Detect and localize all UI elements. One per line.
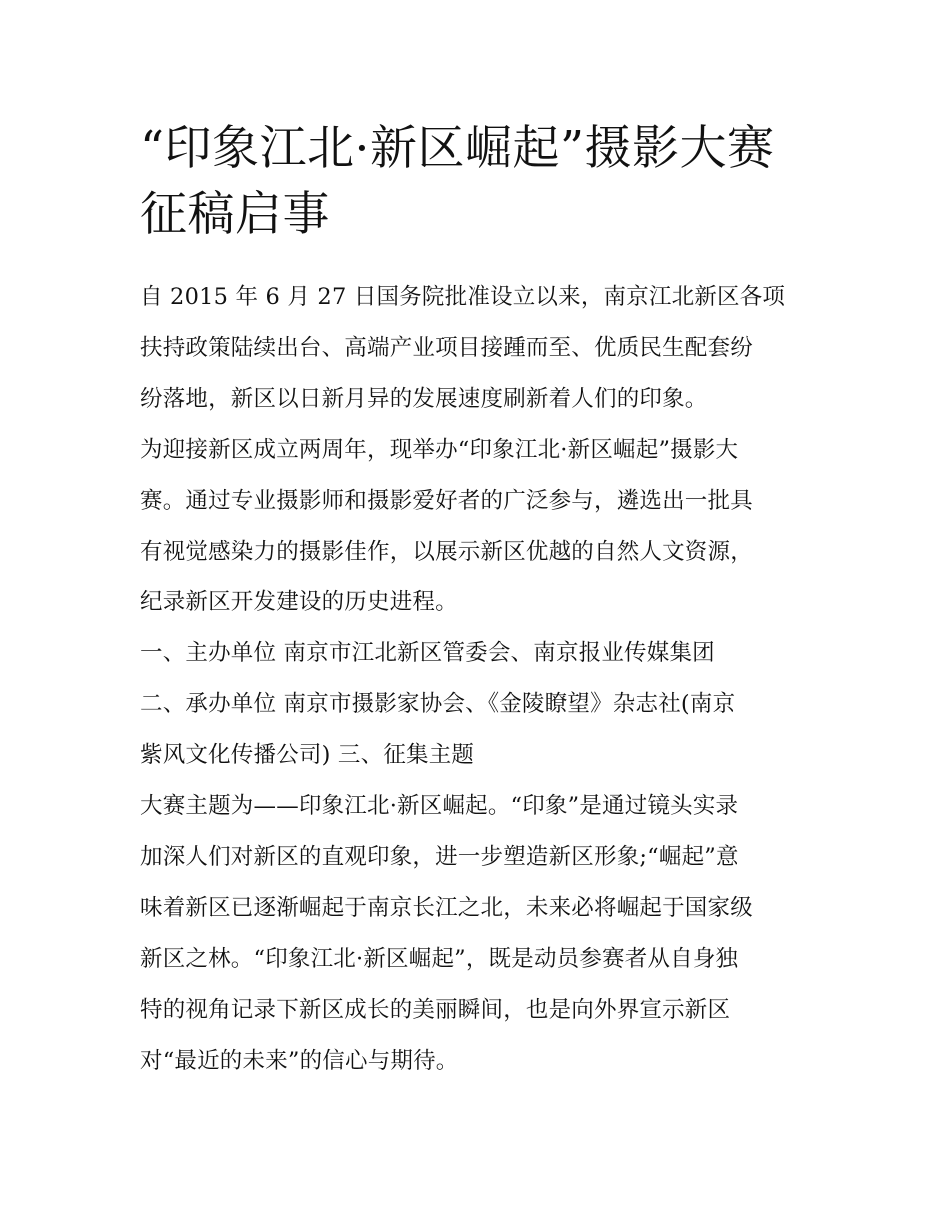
body-line: 为迎接新区成立两周年，现举办“印象江北·新区崛起”摄影大 xyxy=(140,436,739,463)
body-line: 纷落地，新区以日新月异的发展速度刷新着人们的印象。 xyxy=(140,385,708,412)
title-line: 征稿启事 xyxy=(140,187,330,242)
document-body xyxy=(140,272,820,1087)
body-line: 有视觉感染力的摄影佳作，以展示新区优越的自然人文资源， xyxy=(140,538,753,565)
body-line: 加深人们对新区的直观印象，进一步塑造新区形象;“崛起”意 xyxy=(140,843,739,870)
body-line: 新区之林。“印象江北·新区崛起”，既是动员参赛者从自身独 xyxy=(140,945,739,972)
body-line: 一、主办单位 南京市江北新区管委会、南京报业传媒集团 xyxy=(140,640,715,667)
body-line: 纪录新区开发建设的历史进程。 xyxy=(140,589,458,616)
body-line: 自 2015 年 6 月 27 日国务院批准设立以来，南京江北新区各项 xyxy=(140,284,786,310)
body-line: 特的视角记录下新区成长的美丽瞬间，也是向外界宣示新区 xyxy=(140,996,731,1023)
document-title xyxy=(140,116,820,248)
body-line: 味着新区已逐渐崛起于南京长江之北，未来必将崛起于国家级 xyxy=(140,894,753,921)
body-line: 对“最近的未来”的信心与期待。 xyxy=(140,1047,459,1074)
body-line: 扶持政策陆续出台、高端产业项目接踵而至、优质民生配套纷 xyxy=(140,334,753,361)
title-line: “印象江北·新区崛起”摄影大赛 xyxy=(140,121,775,176)
body-line: 赛。通过专业摄影师和摄影爱好者的广泛参与，遴选出一批具 xyxy=(140,487,753,514)
body-line: 二、承办单位 南京市摄影家协会、《金陵瞭望》杂志社(南京 xyxy=(140,691,736,718)
body-line: 大赛主题为——印象江北·新区崛起。“印象”是通过镜头实录 xyxy=(140,793,739,820)
body-line: 紫风文化传播公司) 三、征集主题 xyxy=(140,742,475,769)
document-page xyxy=(140,116,820,1087)
